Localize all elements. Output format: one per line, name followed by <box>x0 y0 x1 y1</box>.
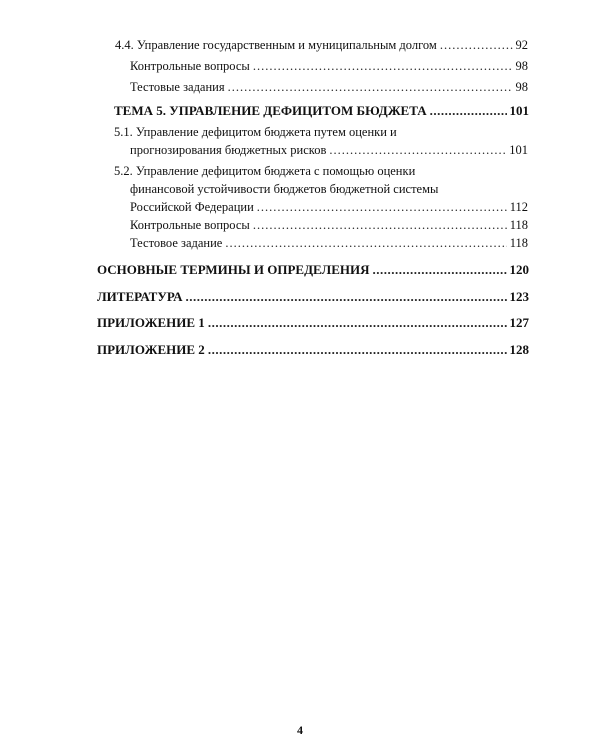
toc-entry-title: Тестовое задание <box>130 236 223 250</box>
toc-entry-title: Контрольные вопросы <box>130 59 250 73</box>
toc-entry-title: 4.4. Управление государственным и муниципальным долгом <box>115 38 437 52</box>
toc-entry-page: 98 <box>515 59 528 73</box>
page-number: 4 <box>297 723 303 737</box>
toc-entry-topic5-questions <box>130 217 528 233</box>
dot-leader <box>208 342 507 358</box>
toc-entry-title: ПРИЛОЖЕНИЕ 1 <box>97 315 205 330</box>
toc-entry-page: 112 <box>509 200 528 214</box>
dot-leader <box>186 289 507 305</box>
toc-entry-title: ТЕМА 5. УПРАВЛЕНИЕ ДЕФИЦИТОМ БЮДЖЕТА <box>114 103 427 118</box>
toc-entry-title: Российской Федерации <box>130 200 254 214</box>
toc-entry-5-2-line2: финансовой устойчивости бюджетов бюджетной системы <box>130 182 439 196</box>
toc-entry-page: 101 <box>509 143 528 157</box>
toc-entry-page: 128 <box>509 342 529 357</box>
toc-entry-5-1 <box>130 142 528 158</box>
toc-entry-page: 127 <box>509 315 529 330</box>
dot-leader <box>253 217 507 233</box>
toc-entry-5-1-line1: 5.1. Управление дефицитом бюджета путем оценки и <box>114 125 397 139</box>
toc-entry-5-2-line1: 5.2. Управление дефицитом бюджета с помощью оценки <box>114 164 416 178</box>
toc-entry-title: ПРИЛОЖЕНИЕ 2 <box>97 342 205 357</box>
dot-leader <box>329 142 506 158</box>
toc-entry-topic5 <box>114 103 529 119</box>
toc-entry-literature <box>97 289 529 305</box>
dot-leader <box>440 37 513 53</box>
toc-entry-page: 92 <box>515 38 528 52</box>
toc-entry-page: 118 <box>509 218 528 232</box>
toc-entry-page: 118 <box>509 236 528 250</box>
toc-entry-topic4-tests <box>130 79 528 95</box>
toc-entry-title: Контрольные вопросы <box>130 218 250 232</box>
dot-leader <box>208 315 507 331</box>
dot-leader <box>253 58 513 74</box>
dot-leader <box>228 79 513 95</box>
toc-entry-topic4-questions <box>130 58 528 74</box>
toc-entry-page: 98 <box>515 80 528 94</box>
dot-leader <box>257 199 507 215</box>
toc-entry-5-2 <box>130 199 528 215</box>
toc-entry-page: 101 <box>509 103 529 118</box>
toc-entry-appendix-2 <box>97 342 529 358</box>
dot-leader <box>225 235 506 251</box>
dot-leader <box>430 103 507 119</box>
toc-entry-terms <box>97 262 529 278</box>
toc-entry-title: ОСНОВНЫЕ ТЕРМИНЫ И ОПРЕДЕЛЕНИЯ <box>97 262 370 277</box>
toc-entry-appendix-1 <box>97 315 529 331</box>
toc-entry-page: 120 <box>509 262 529 277</box>
toc-entry-topic5-test <box>130 235 528 251</box>
dot-leader <box>373 262 507 278</box>
toc-entry-4-4 <box>115 37 528 53</box>
toc-entry-page: 123 <box>509 289 529 304</box>
toc-entry-title: прогнозирования бюджетных рисков <box>130 143 327 157</box>
toc-entry-title: ЛИТЕРАТУРА <box>97 289 183 304</box>
toc-entry-title: Тестовые задания <box>130 80 225 94</box>
